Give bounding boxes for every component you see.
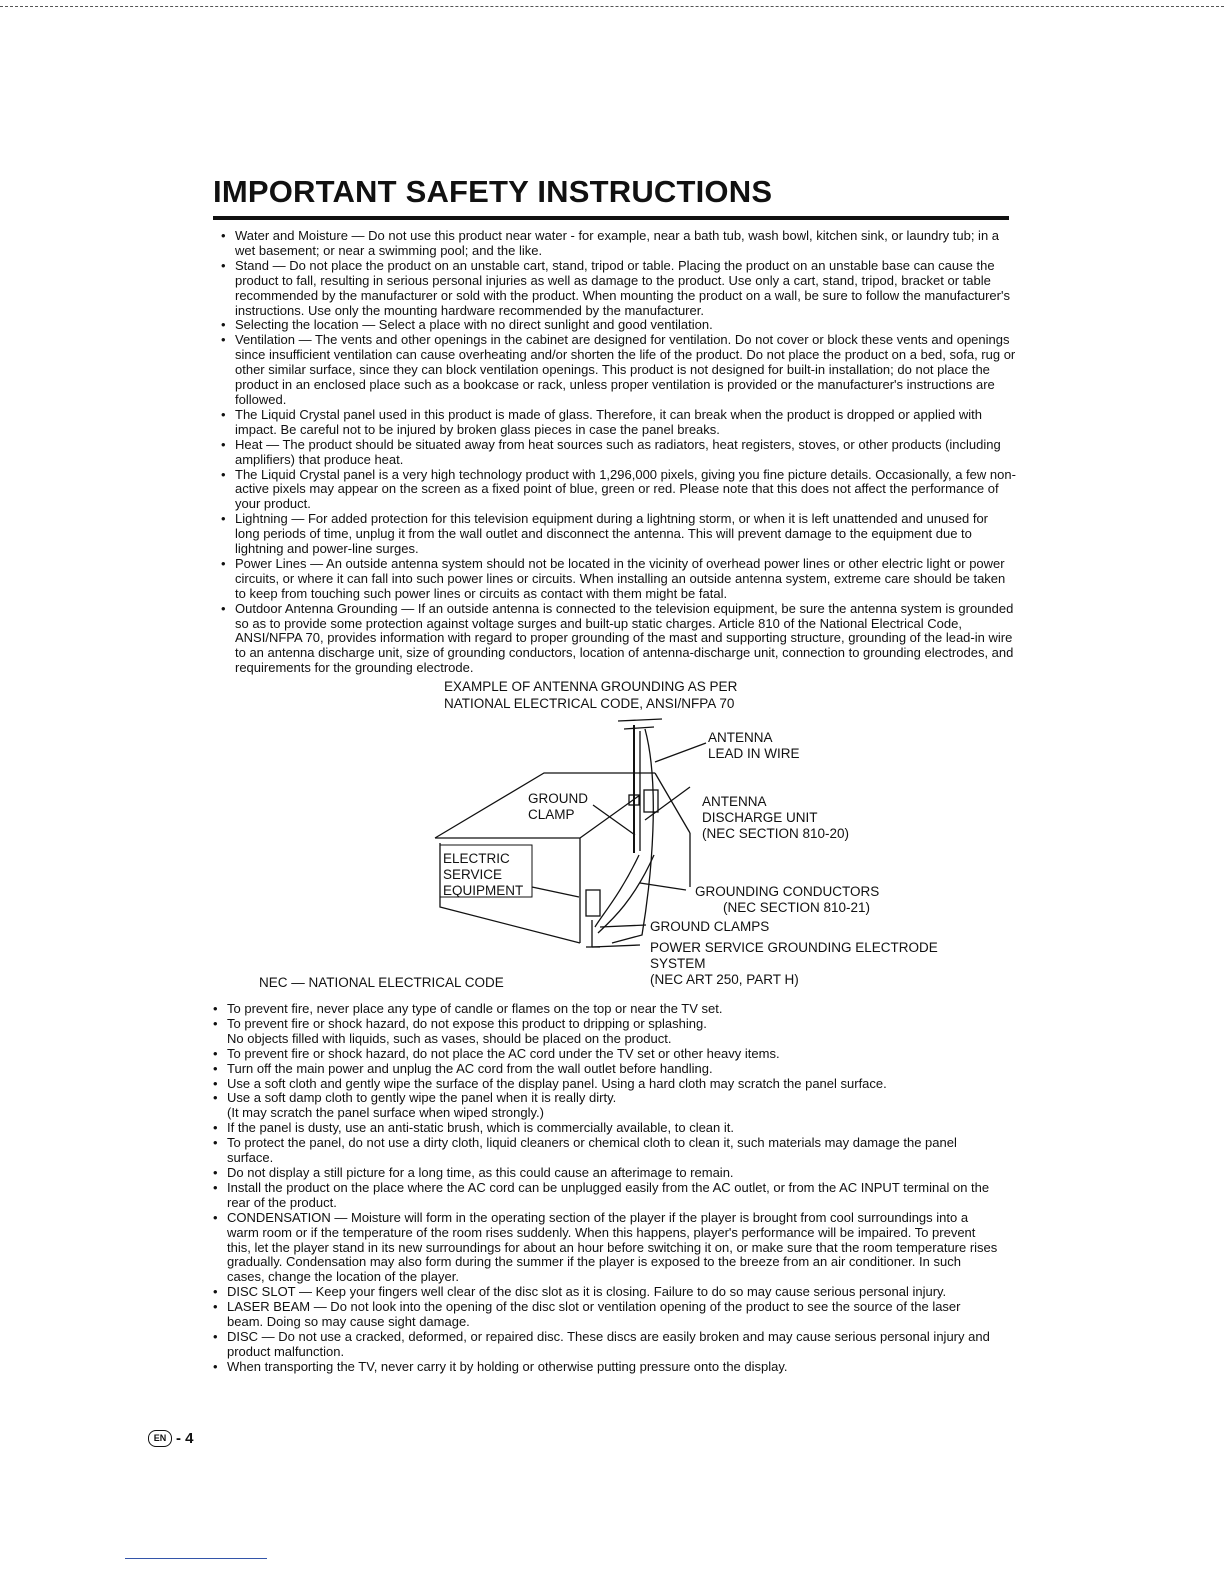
label-nec-note: NEC — NATIONAL ELECTRICAL CODE: [259, 975, 504, 990]
safety-item-text: • To prevent fire, never place any type of candle or flames on the top or near the TV set.: [227, 1001, 723, 1016]
leader-electrode: [592, 945, 640, 947]
safety-item: [210, 1360, 1000, 1375]
safety-item: [210, 1330, 1000, 1360]
safety-item-text: • To protect the panel, do not use a dirty cloth, liquid cleaners or chemical cloth to clean it, such materials may damage the panel surface.: [227, 1135, 957, 1166]
safety-list-top: [218, 229, 1016, 676]
safety-item-text: • If the panel is dusty, use an anti-static brush, which is commercially available, to clean it.: [227, 1120, 734, 1136]
footer-line: [125, 1558, 267, 1559]
safety-item: [210, 1002, 1000, 1017]
page-number: [148, 1430, 194, 1447]
safety-item: [210, 1166, 1000, 1181]
safety-item: [210, 1211, 1000, 1286]
diagram-caption-line: EXAMPLE OF ANTENNA GROUNDING AS PER: [444, 679, 738, 694]
safety-item: • Heat — The product should be situated away from heat sources such as radiators, heat registers, stoves, or other products (including amplifiers) that produce heat.: [218, 438, 1016, 468]
safety-item: • Selecting the location — Select a place with no direct sunlight and good ventilation.: [218, 318, 1016, 333]
label-ground-clamps: GROUND CLAMPS: [650, 919, 770, 934]
safety-item: [210, 1136, 1000, 1166]
label-conductors-2: (NEC SECTION 810-21): [723, 900, 871, 915]
label-electrode-2: SYSTEM: [650, 956, 706, 971]
safety-item-text: • CONDENSATION — Moisture will form in the operating section of the player if the player is brought from cool surroundings into a warm room or if the temperature of the room rises suddenly. When this happens, player's performance will be impaired. To prevent this, let the player stand in its new surroundings for about an hour before switching it on, or make sure that the room temperature rises gradually. Condensation may also form during the summer if the player is exposed to the breeze from an air conditioner. In such cases, change the location of the player.: [227, 1209, 998, 1285]
label-electric-3: EQUIPMENT: [443, 883, 524, 898]
diagram-caption: [444, 679, 737, 712]
safety-item: [210, 1121, 1000, 1136]
leader-service-equipment: [532, 887, 579, 897]
safety-item: • The Liquid Crystal panel used in this product is made of glass. Therefore, it can break when the product is dropped or applied with impact. Be careful not to be injured by broken glass pieces in case the panel breaks.: [218, 408, 1016, 438]
grounding-conductor: [595, 855, 639, 927]
label-electric-2: SERVICE: [443, 867, 503, 882]
discharge-unit-box: [644, 790, 658, 812]
label-conductors-1: GROUNDING CONDUCTORS: [695, 884, 880, 899]
safety-item-text: • To prevent fire or shock hazard, do not place the AC cord under the TV set or other heavy items.: [227, 1045, 780, 1061]
safety-list-bottom: [210, 1002, 1000, 1375]
lead-in-wire: [612, 729, 653, 943]
service-box: [586, 890, 600, 916]
safety-item: • Lightning — For added protection for this television equipment during a lightning storm, or when it is left unattended and unused for long periods of time, unplug it from the wall outlet and disconnect the antenna. This will prevent damage to the equipment due to lightning and power-line surges.: [218, 512, 1016, 557]
safety-item-text: • When transporting the TV, never carry it by holding or otherwise putting pressure onto the display.: [227, 1358, 788, 1374]
safety-item-text: • LASER BEAM — Do not look into the opening of the disc slot or ventilation opening of the product to see the source of the laser beam. Doing so may cause sight damage.: [227, 1299, 961, 1330]
roof-back-slope: [655, 773, 690, 833]
safety-item: [210, 1047, 1000, 1062]
safety-item-text: • To prevent fire or shock hazard, do not expose this product to dripping or splashing.: [227, 1015, 707, 1031]
antenna-grounding-diagram: [250, 715, 970, 1000]
title-underline: [213, 216, 1009, 220]
label-discharge-1: ANTENNA: [702, 794, 767, 809]
safety-item: • Ventilation — The vents and other openings in the cabinet are designed for ventilation. Do not cover or block these vents and openings since insufficient ventilation can cause overheating and/or shorten the life of the product. Do not place the product on a bed, sofa, rug or other similar surface, since they can block ventilation openings. This product is not designed for built-in installation; do not place the product in an enclosed place such as a bookcase or rack, unless proper ventilation is provided or the manufacturer's instructions are followed.: [218, 333, 1016, 408]
antenna-element: [618, 719, 662, 721]
safety-item-text: • DISC SLOT — Keep your fingers well clear of the disc slot as it is closing. Failure to do so may cause serious personal injury.: [227, 1284, 947, 1300]
safety-item: • Stand — Do not place the product on an unstable cart, stand, tripod or table. Placing the product on an unstable base can cause the product to fall, resulting in serious personal injuries as well as damage to the product. Use only a cart, stand, tripod, bracket or table recommended by the manufacturer or sold with the product. When mounting the product on a wall, be sure to follow the manufacturer's instructions. Use only the mounting hardware recommended by the manufacturer.: [218, 259, 1016, 319]
label-electric-1: ELECTRIC: [443, 851, 510, 866]
safety-item-text: (It may scratch the panel surface when wiped strongly.): [227, 1105, 544, 1121]
leader-grounding-conductors: [640, 883, 686, 890]
safety-item-text: • Use a soft damp cloth to gently wipe the panel when it is really dirty.: [227, 1090, 617, 1106]
label-antenna-lead-2: LEAD IN WIRE: [708, 746, 800, 761]
safety-item-text: No objects filled with liquids, such as vases, should be placed on the product.: [227, 1030, 672, 1046]
safety-item: [210, 1285, 1000, 1300]
language-badge: EN: [148, 1430, 172, 1447]
leader-discharge-unit: [645, 787, 690, 820]
label-electrode-1: POWER SERVICE GROUNDING ELECTRODE: [650, 940, 938, 955]
safety-item: • Power Lines — An outside antenna system should not be located in the vicinity of overhead power lines or other electric light or power circuits, or where it can fall into such power lines or circuits. When installing an outside antenna system, extreme care should be taken to keep from touching such power lines or circuits as contact with them might be fatal.: [218, 557, 1016, 602]
label-discharge-3: (NEC SECTION 810-20): [702, 826, 850, 841]
safety-item: [210, 1017, 1000, 1047]
safety-item: • Outdoor Antenna Grounding — If an outside antenna is connected to the television equipment, be sure the antenna system is grounded so as to provide some protection against voltage surges and built-up static charges. Article 810 of the National Electrical Code, ANSI/NFPA 70, provides information with regard to proper grounding of the mast and supporting structure, grounding of the lead-in wire to an antenna discharge unit, size of grounding conductors, location of antenna-discharge unit, connection to grounding electrodes, and requirements for the grounding electrode.: [218, 602, 1016, 677]
antenna-element: [624, 727, 654, 729]
label-ground-clamp-2: CLAMP: [528, 807, 575, 822]
safety-item-text: • Install the product on the place where the AC cord can be unplugged easily from the AC outlet, or from the AC INPUT terminal on the rear of the product.: [227, 1179, 990, 1210]
scan-edge-line: [0, 6, 1224, 7]
page-title: IMPORTANT SAFETY INSTRUCTIONS: [213, 174, 773, 209]
label-electrode-3: (NEC ART 250, PART H): [650, 972, 799, 987]
page-number-text: - 4: [176, 1430, 194, 1447]
safety-item: [210, 1091, 1000, 1121]
safety-item: [210, 1300, 1000, 1330]
safety-item-text: • Turn off the main power and unplug the AC cord from the wall outlet before handling.: [227, 1060, 713, 1076]
safety-item-text: • Do not display a still picture for a long time, as this could cause an afterimage to remain.: [227, 1164, 734, 1180]
label-antenna-lead-1: ANTENNA: [708, 730, 773, 745]
leader-ground-clamp: [593, 805, 635, 835]
grounding-conductor: [598, 855, 654, 933]
label-ground-clamp-1: GROUND: [528, 791, 588, 806]
safety-item: • The Liquid Crystal panel is a very high technology product with 1,296,000 pixels, giving you fine picture details. Occasionally, a few non-active pixels may appear on the screen as a fixed point of blue, green or red. Please note that this does not affect the performance of your product.: [218, 468, 1016, 513]
diagram-caption-line: NATIONAL ELECTRICAL CODE, ANSI/NFPA 70: [444, 695, 735, 711]
safety-item: [210, 1181, 1000, 1211]
safety-item: [210, 1062, 1000, 1077]
safety-item: [210, 1077, 1000, 1092]
leader-antenna-lead: [655, 743, 706, 762]
safety-item-text: • DISC — Do not use a cracked, deformed, or repaired disc. These discs are easily broken and may cause serious personal injury and product malfunction.: [227, 1328, 990, 1359]
label-discharge-2: DISCHARGE UNIT: [702, 810, 818, 825]
safety-item: • Water and Moisture — Do not use this product near water - for example, near a bath tub, wash bowl, kitchen sink, or laundry tub; in a wet basement; or near a swimming pool; and the like.: [218, 229, 1016, 259]
safety-item-text: • Use a soft cloth and gently wipe the surface of the display panel. Using a hard cloth may scratch the panel surface.: [227, 1075, 887, 1091]
